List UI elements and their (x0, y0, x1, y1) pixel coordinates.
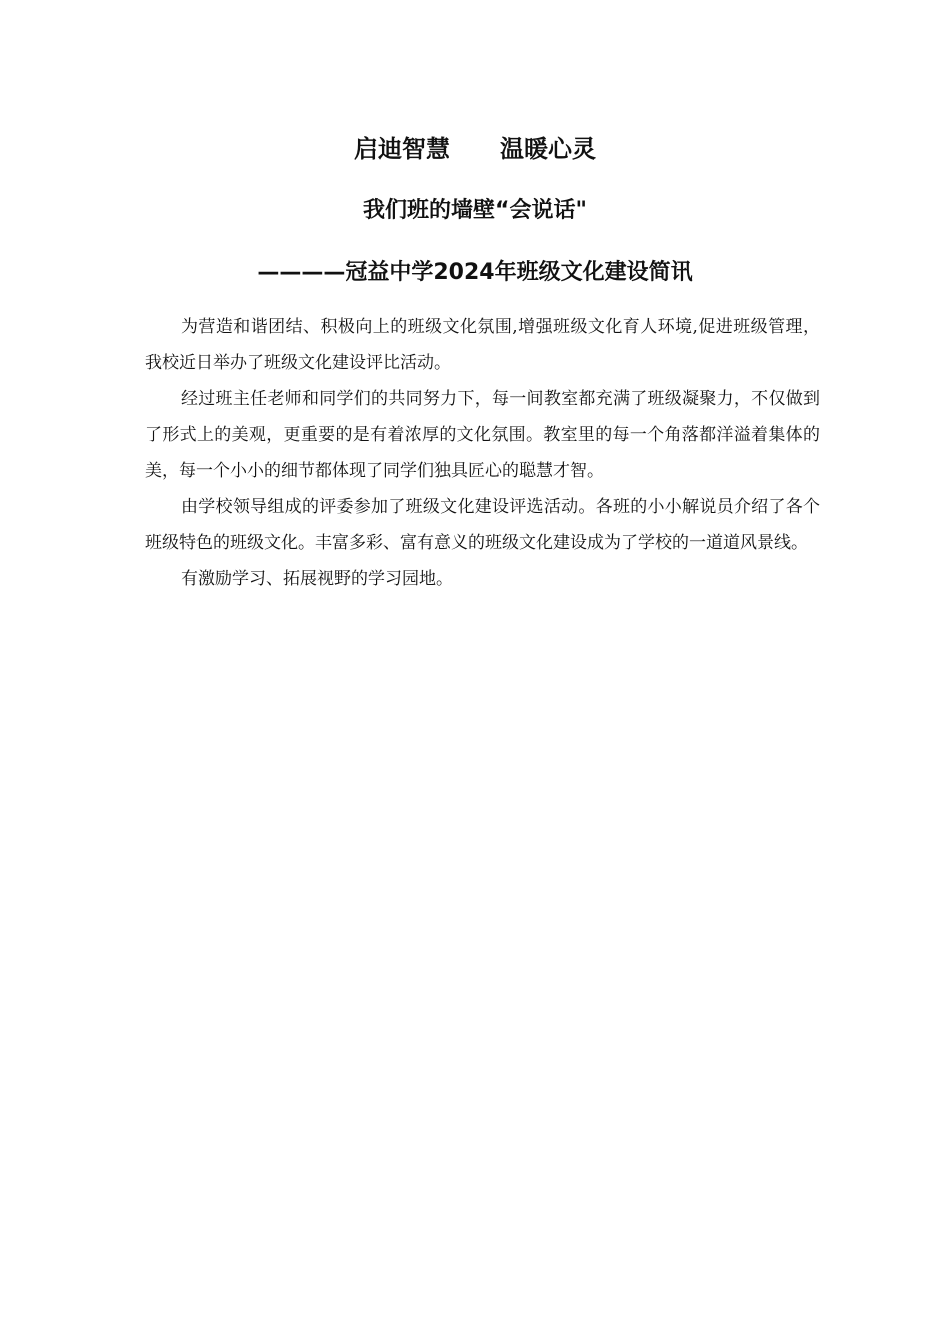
paragraph: 有激励学习、拓展视野的学习园地。 (181, 569, 453, 589)
title-part-1: 启迪智慧 (354, 135, 450, 163)
document-subtitle: 我们班的墙壁“会说话" (363, 198, 587, 223)
document-subline: ————冠益中学2024年班级文化建设简讯 (257, 260, 693, 285)
document-body (145, 309, 820, 597)
paragraph: 由学校领导组成的评委参加了班级文化建设评选活动。各班的小小解说员介绍了各个班级特色的班级文化。丰富多彩、富有意义的班级文化建设成为了学校的一道道风景线。 (145, 497, 820, 553)
title-part-2: 温暖心灵 (500, 135, 596, 163)
paragraph: 为营造和谐团结、积极向上的班级文化氛围,增强班级文化育人环境,促进班级管理，我校近日举办了班级文化建设评比活动。 (145, 317, 820, 373)
document-title (0, 132, 950, 166)
paragraph: 经过班主任老师和同学们的共同努力下，每一间教室都充满了班级凝聚力，不仅做到了形式上的美观，更重要的是有着浓厚的文化氛围。教室里的每一个角落都洋溢着集体的美，每一个小小的细节都体现了同学们独具匠心的聪慧才智。 (145, 389, 820, 481)
